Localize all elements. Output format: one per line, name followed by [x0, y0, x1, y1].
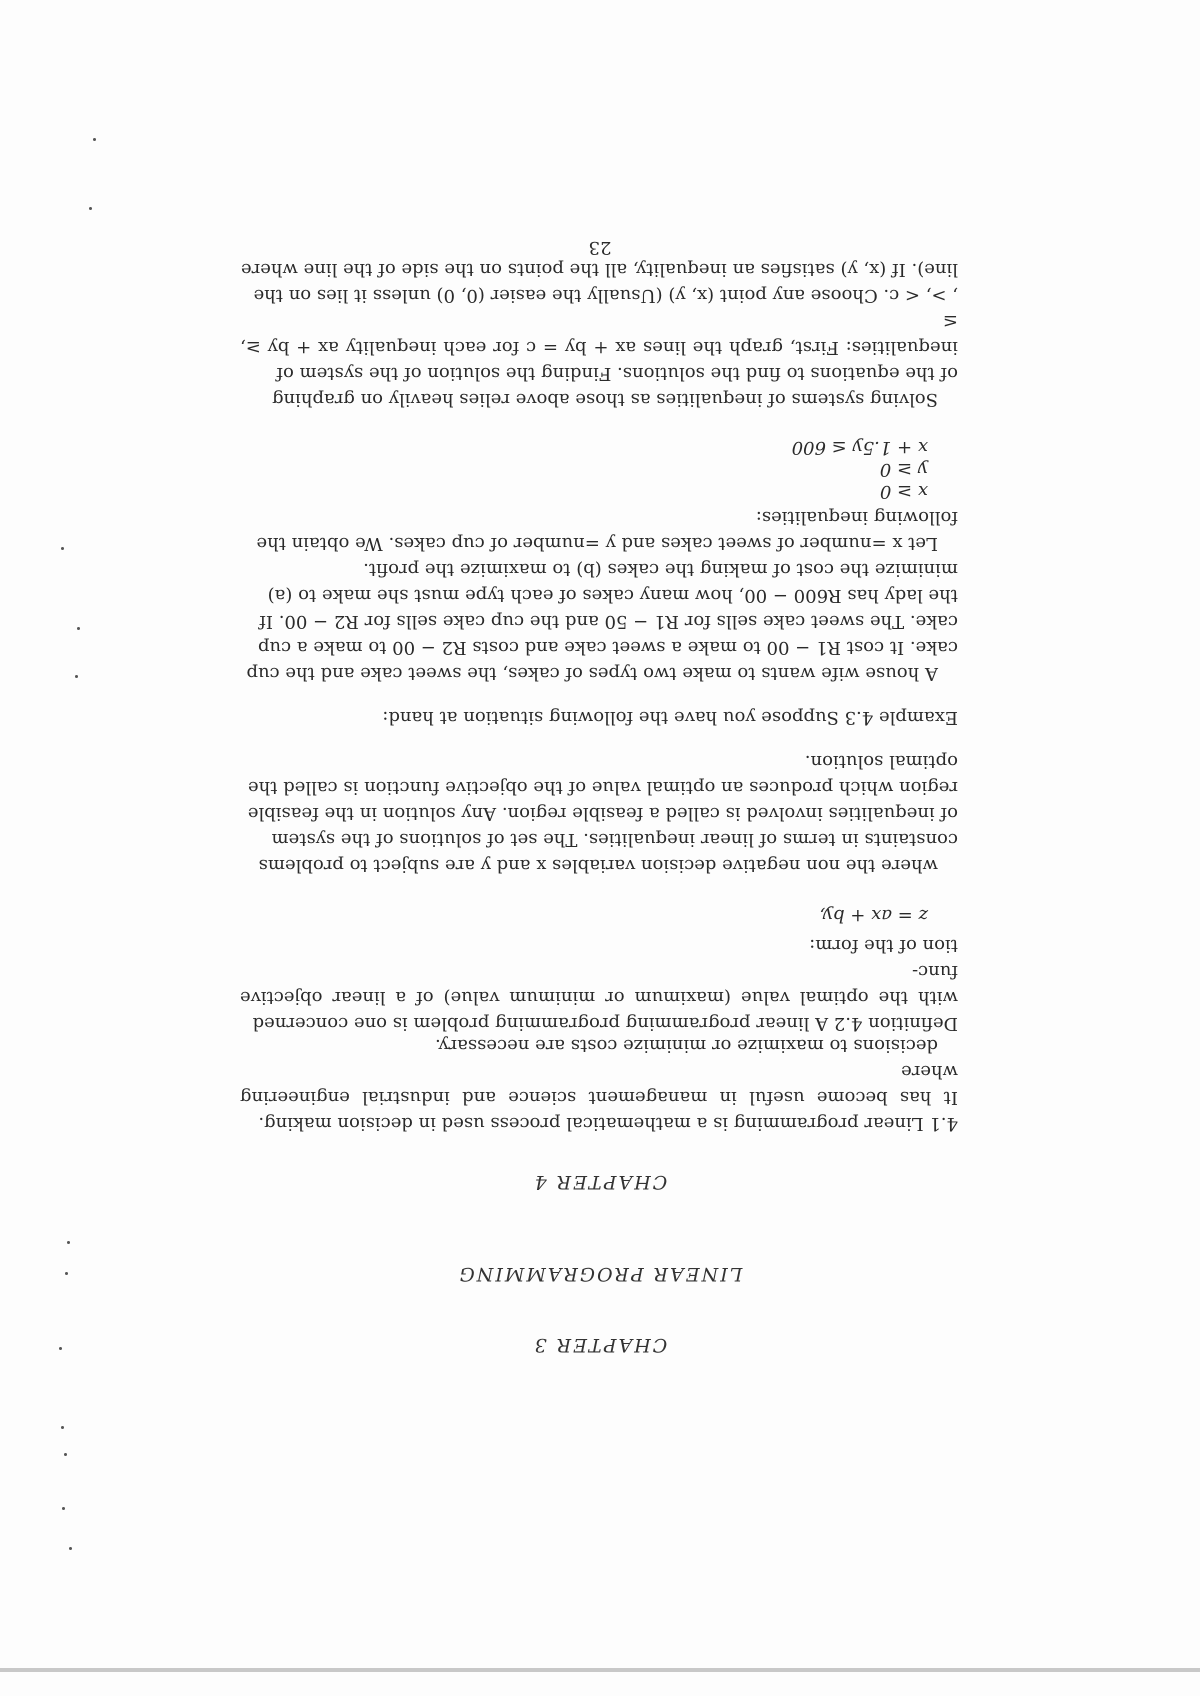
inequality-line: x + 1.5y ≤ 600 [791, 437, 928, 458]
text-line: inequalities: First, graph the lines ax + by = c for each inequality ax + by ≥, ≤ [240, 311, 958, 358]
inequalities-system [792, 436, 928, 502]
text-line: tion of the form: [809, 935, 958, 956]
text-line: Solving systems of inequalities as those above relies heavily on graphing [272, 389, 938, 410]
page-number: 23 [588, 237, 612, 258]
text-line: decisions to maximize or minimize costs are necessary. [435, 1035, 938, 1056]
text-line: cake. It cost R1 − 00 to make a sweet cake and costs R2 − 00 to make a cup [257, 637, 958, 658]
scan-speck [64, 1453, 67, 1456]
constraints-paragraph [240, 748, 958, 878]
inequality-line: y ≥ 0 [879, 459, 928, 480]
text-line: 4.1 Linear programming is a mathematical process used in decision making. [258, 1113, 958, 1134]
text-line: minimize the cost of making the cakes (b) to maximize the profit. [363, 559, 958, 580]
text-line: with the optimal value (maximum or minimum value) of a linear objective func- [240, 961, 958, 1008]
scan-speck [77, 627, 80, 630]
text-line: region which produces an optimal value of the objective function is called the [247, 777, 958, 798]
chapter-3-title: CHAPTER 3 [532, 1334, 668, 1356]
text-line: , >, < c. Choose any point (x, y) (Usually the easier (0, 0) unless it lies on the [253, 285, 958, 306]
text-line: Definition 4.2 A linear programming programming problem is one concerned [252, 1013, 958, 1034]
objective-equation: z = ax + by, [819, 905, 928, 926]
text-line: the lady has R600 − 00, how many cakes of each type must she make to (a) [267, 585, 958, 606]
text-line: of inequalities involved is called a feasible region. Any solution in the feasible [247, 803, 958, 824]
scan-speck [69, 1547, 72, 1550]
text-line: cake. The sweet cake sells for R1 − 50 and the cup cake sells for R2 − 00. If [259, 611, 958, 632]
scan-speck [61, 547, 64, 550]
inequality-line: x ≥ 0 [879, 481, 928, 502]
section-4-1-paragraph [240, 1032, 958, 1136]
scan-speck [93, 138, 96, 141]
text-line: following inequalities: [755, 507, 958, 528]
linear-programming-title: LINEAR PROGRAMMING [457, 1263, 743, 1285]
text-line: Example 4.3 Suppose you have the following situation at hand: [382, 707, 958, 728]
text-line: Let x =number of sweet cakes and y =number of cup cakes. We obtain the [256, 533, 938, 554]
text-line: line). If (x, y) satisfies an inequality, all the points on the side of the line where [240, 259, 958, 280]
text-line: optimal solution. [804, 751, 958, 772]
text-line: of the equations to find the solutions. Finding the solution of the system of [276, 363, 958, 384]
text-line: constaints in terms of linear inequalities. The set of solutions of the system [271, 829, 958, 850]
scan-speck [75, 675, 78, 678]
scan-speck [67, 1241, 70, 1244]
scan-speck [62, 1507, 65, 1510]
scan-edge-shadow [0, 1668, 1200, 1672]
example-4-3-heading [240, 704, 958, 730]
definition-4-2-paragraph [240, 932, 958, 1036]
scan-speck [61, 1426, 64, 1429]
text-line: where the non negative decision variables x and y are subject to problems [258, 855, 938, 876]
chapter-4-title: CHAPTER 4 [532, 1171, 668, 1193]
scan-speck [89, 207, 92, 210]
example-paragraph [240, 556, 958, 686]
text-line: A house wife wants to make two types of cakes, the sweet cake and the cup [246, 663, 938, 684]
text-line: It has become useful in management science and industrial engineering where [240, 1061, 958, 1108]
let-paragraph [240, 504, 958, 556]
solving-paragraph [240, 256, 958, 412]
